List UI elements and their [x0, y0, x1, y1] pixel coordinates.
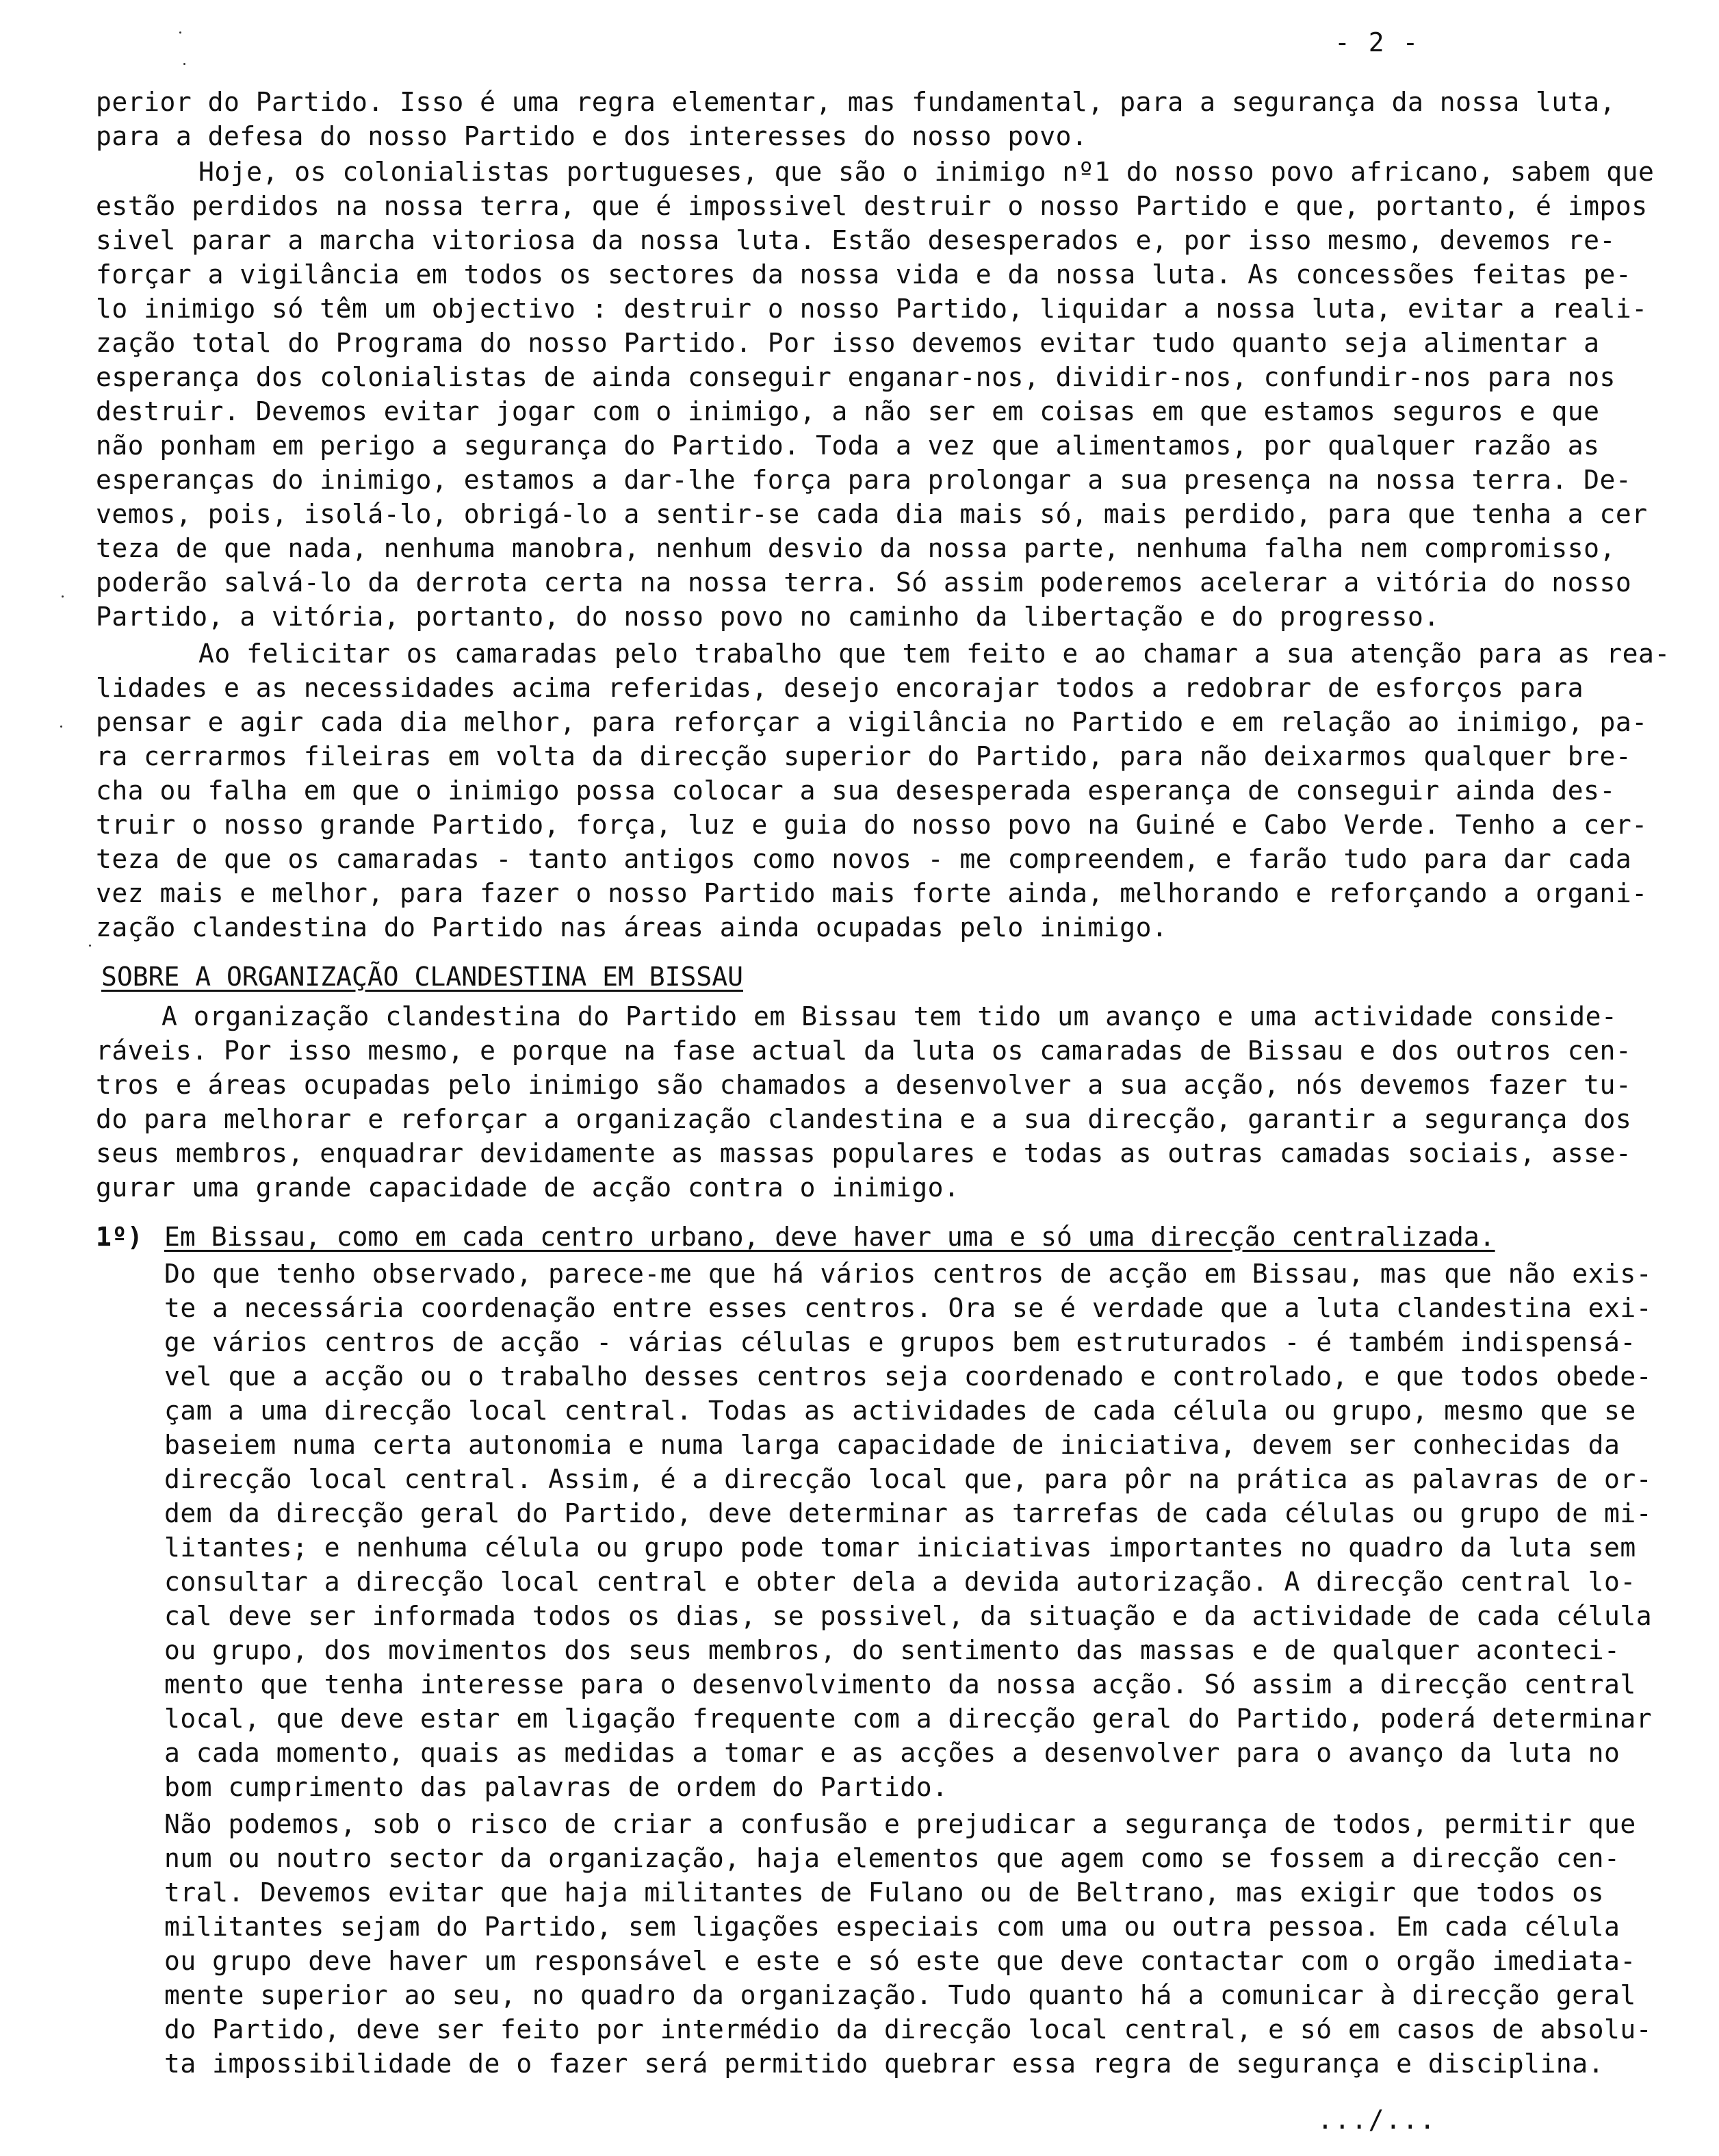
item-title: Em Bissau, como em cada centro urbano, deve haver uma e só uma direcção centralizada.: [164, 1222, 1495, 1252]
text-line: mento que tenha interesse para o desenvolvimento da nossa acção. Só assim a direcção central: [164, 1669, 1636, 1699]
text-line: litantes; e nenhuma célula ou grupo pode tomar iniciativas importantes no quadro da luta sem: [164, 1532, 1636, 1563]
text-line: do Partido, deve ser feito por intermédio da direcção local central, e só em casos de absolu-: [164, 2014, 1653, 2044]
text-line: consultar a direcção local central e obter dela a devida autorização. A direcção central lo-: [164, 1567, 1636, 1597]
text-line: destruir. Devemos evitar jogar com o inimigo, a não ser em coisas em que estamos seguros e que: [96, 396, 1600, 426]
text-line: do para melhorar e reforçar a organização clandestina e a sua direcção, garantir a segurança dos: [96, 1104, 1632, 1134]
text-line: truir o nosso grande Partido, força, luz e guia do nosso povo na Guiné e Cabo Verde. Tenho a cer-: [96, 810, 1648, 840]
text-line: estão perdidos na nossa terra, que é impossivel destruir o nosso Partido e que, portanto, é impos: [96, 191, 1648, 221]
text-line: teza de que nada, nenhuma manobra, nenhum desvio da nossa parte, nenhuma falha nem compromisso,: [96, 533, 1616, 563]
scan-speck: [89, 945, 91, 947]
text-line: tros e áreas ocupadas pelo inimigo são chamados a desenvolver a sua acção, nós devemos fazer tu-: [96, 1070, 1632, 1100]
text-line: Do que tenho observado, parece-me que há vários centros de acção em Bissau, mas que não exis-: [164, 1259, 1653, 1289]
text-line: gurar uma grande capacidade de acção contra o inimigo.: [96, 1172, 960, 1203]
text-line: dem da direcção geral do Partido, deve determinar as tarrefas de cada células ou grupo de mi-: [164, 1498, 1653, 1528]
text-line: vez mais e melhor, para fazer o nosso Partido mais forte ainda, melhorando e reforçando a organi-: [96, 878, 1648, 908]
continuation-mark: .../...: [1317, 2105, 1437, 2135]
text-line: pensar e agir cada dia melhor, para reforçar a vigilância no Partido e em relação ao inimigo, pa-: [96, 707, 1648, 737]
text-line: local, que deve estar em ligação frequente com a direcção geral do Partido, poderá determinar: [164, 1704, 1653, 1734]
text-line: zação total do Programa do nosso Partido. Por isso devemos evitar tudo quanto seja alimentar a: [96, 328, 1600, 358]
text-line: ráveis. Por isso mesmo, e porque na fase actual da luta os camaradas de Bissau e dos outros cen-: [96, 1036, 1632, 1066]
text-line: ge vários centros de acção - várias células e grupos bem estruturados - é também indispensá-: [164, 1327, 1636, 1357]
text-line: direcção local central. Assim, é a direcção local que, para pôr na prática as palavras de or-: [164, 1464, 1653, 1494]
text-line: lo inimigo só têm um objectivo : destruir o nosso Partido, liquidar a nossa luta, evitar a reali-: [96, 294, 1648, 324]
text-line: ta impossibilidade de o fazer será permitido quebrar essa regra de segurança e disciplina.: [164, 2049, 1605, 2079]
section-heading: SOBRE A ORGANIZAÇÃO CLANDESTINA EM BISSAU: [101, 962, 743, 992]
text-line: militantes sejam do Partido, sem ligações especiais com uma ou outra pessoa. Em cada célula: [164, 1912, 1620, 1942]
text-line: Não podemos, sob o risco de criar a confusão e prejudicar a segurança de todos, permitir que: [164, 1809, 1636, 1839]
text-line: poderão salvá-lo da derrota certa na nossa terra. Só assim poderemos acelerar a vitória do nosso: [96, 567, 1632, 598]
scan-speck: [62, 595, 64, 598]
text-line: lidades e as necessidades acima referidas, desejo encorajar todos a redobrar de esforços para: [96, 673, 1584, 703]
scan-speck: [60, 726, 62, 728]
text-line: a cada momento, quais as medidas a tomar e as acções a desenvolver para o avanço da luta no: [164, 1738, 1620, 1768]
text-line: ou grupo, dos movimentos dos seus membros, do sentimento das massas e de qualquer aconteci-: [164, 1635, 1620, 1665]
text-line: sivel parar a marcha vitoriosa da nossa luta. Estão desesperados e, por isso mesmo, devemos re-: [96, 225, 1616, 255]
text-line: zação clandestina do Partido nas áreas ainda ocupadas pelo inimigo.: [96, 912, 1168, 942]
text-line: forçar a vigilância em todos os sectores da nossa vida e da nossa luta. As concessões feitas pe-: [96, 259, 1632, 290]
page-number: - 2 -: [1334, 27, 1420, 57]
text-line: cha ou falha em que o inimigo possa colocar a sua desesperada esperança de conseguir ainda des-: [96, 775, 1616, 806]
text-line: Hoje, os colonialistas portugueses, que são o inimigo nº1 do nosso povo africano, sabem que: [198, 157, 1655, 187]
text-line: te a necessária coordenação entre esses centros. Ora se é verdade que a luta clandestina exi-: [164, 1293, 1653, 1323]
text-line: tral. Devemos evitar que haja militantes de Fulano ou de Beltrano, mas exigir que todos os: [164, 1877, 1605, 1908]
text-line: mente superior ao seu, no quadro da organização. Tudo quanto há a comunicar à direcção geral: [164, 1980, 1636, 2010]
text-line: çam a uma direcção local central. Todas as actividades de cada célula ou grupo, mesmo que se: [164, 1396, 1636, 1426]
text-line: vel que a acção ou o trabalho desses centros seja coordenado e controlado, e que todos obede-: [164, 1361, 1653, 1391]
text-line: cal deve ser informada todos os dias, se possivel, da situação e da actividade de cada célula: [164, 1601, 1653, 1631]
text-line: num ou noutro sector da organização, haja elementos que agem como se fossem a direcção cen-: [164, 1843, 1620, 1873]
text-line: A organização clandestina do Partido em Bissau tem tido um avanço e uma actividade conside-: [161, 1001, 1618, 1031]
scan-speck: [183, 63, 185, 65]
text-line: para a defesa do nosso Partido e dos interesses do nosso povo.: [96, 121, 1088, 151]
text-line: seus membros, enquadrar devidamente as massas populares e todas as outras camadas sociais, asse-: [96, 1138, 1632, 1168]
text-line: ra cerrarmos fileiras em volta da direcção superior do Partido, para não deixarmos qualquer bre-: [96, 741, 1632, 771]
text-line: Partido, a vitória, portanto, do nosso povo no caminho da libertação e do progresso.: [96, 602, 1440, 632]
text-line: teza de que os camaradas - tanto antigos como novos - me compreendem, e farão tudo para dar cada: [96, 844, 1632, 874]
scan-speck: [179, 31, 181, 34]
text-line: não ponham em perigo a segurança do Partido. Toda a vez que alimentamos, por qualquer razão as: [96, 431, 1600, 461]
text-line: perior do Partido. Isso é uma regra elementar, mas fundamental, para a segurança da nossa luta,: [96, 87, 1616, 117]
text-line: esperanças do inimigo, estamos a dar-lhe força para prolongar a sua presença na nossa terra. De-: [96, 465, 1632, 495]
text-line: esperança dos colonialistas de ainda conseguir enganar-nos, dividir-nos, confundir-nos para nos: [96, 362, 1616, 392]
text-line: vemos, pois, isolá-lo, obrigá-lo a sentir-se cada dia mais só, mais perdido, para que tenha a cer: [96, 499, 1648, 529]
text-line: ou grupo deve haver um responsável e este e só este que deve contactar com o orgão imediata-: [164, 1946, 1636, 1976]
item-marker: 1º): [96, 1222, 143, 1252]
text-line: baseiem numa certa autonomia e numa larga capacidade de iniciativa, devem ser conhecidas da: [164, 1430, 1620, 1460]
text-line: Ao felicitar os camaradas pelo trabalho que tem feito e ao chamar a sua atenção para as rea-: [198, 639, 1670, 669]
text-line: bom cumprimento das palavras de ordem do Partido.: [164, 1772, 948, 1802]
